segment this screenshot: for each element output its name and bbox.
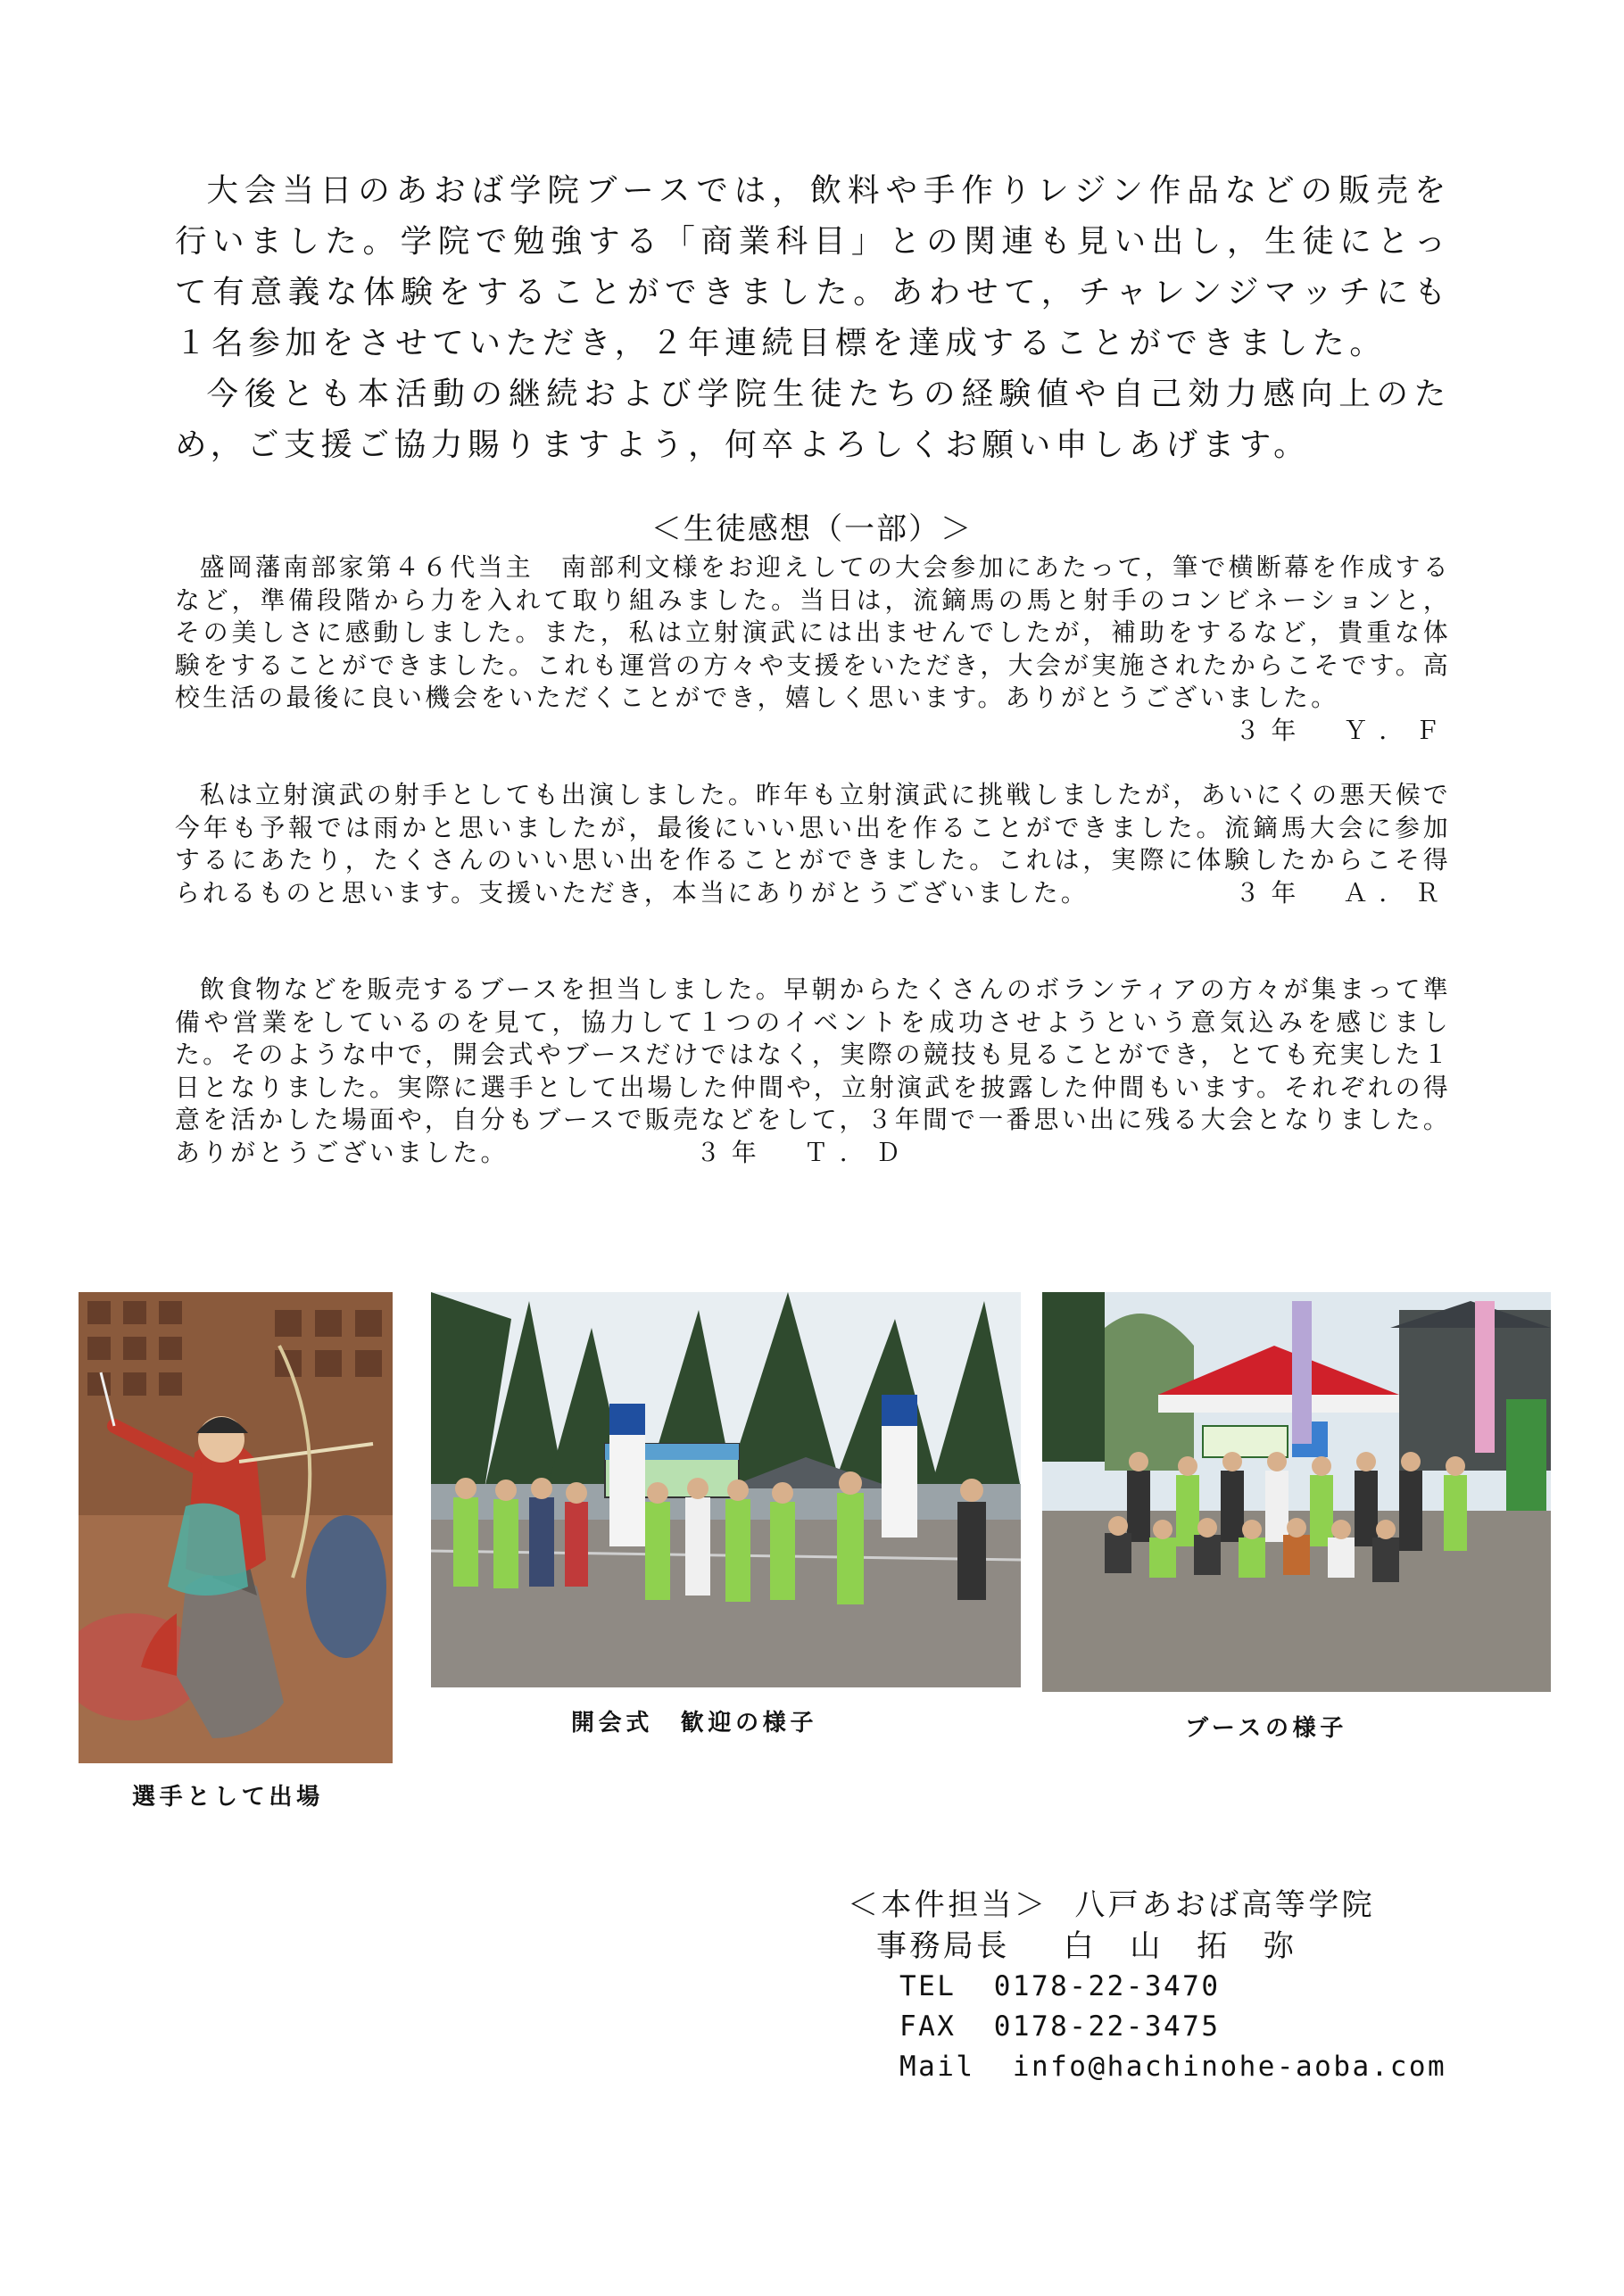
- contact-label: ＜本件担当＞: [848, 1887, 1048, 1923]
- comment-text: 盛岡藩南部家第４６代当主 南部利文様をお迎えしての大会参加にあたって，筆で横断幕を作成するなど，準備段階から力を入れて取り組みました。当日は，流鏑馬の馬と射手のコンビネーションと，その美しさに感動しました。また，私は立射演武には出ませんでしたが，補助をするなど，貴重な体験をすることができました。これも運営の方々や支援をいただき，大会が実施されたからこそです。高校生活の最後に良い機会をいただくことができ，嬉しく思います。ありがとうございました。: [175, 552, 1451, 712]
- photo-caption-archer: 選手として出場: [132, 1784, 324, 1811]
- comment-signature: ３年 Ｔ．Ｄ: [695, 1137, 912, 1167]
- photo-booth: [1042, 1292, 1551, 1692]
- fax-number: 0178-22-3475: [993, 2010, 1221, 2043]
- fax-label: FAX: [899, 2010, 957, 2043]
- contact-block: [848, 1885, 1446, 2087]
- intro-paragraph-1: 大会当日のあおば学院ブースでは，飲料や手作りレジン作品などの販売を行いました。学院で勉強する「商業科目」との関連も見い出し，生徒にとって有意義な体験をすることができました。あわせて，チャレンジマッチにも１名参加をさせていただき，２年連続目標を達成することができました。: [175, 172, 1451, 361]
- contact-title: 事務局長: [876, 1928, 1010, 1964]
- tel-number: 0178-22-3470: [993, 1970, 1221, 2002]
- photo-caption-booth: ブースの様子: [1185, 1715, 1348, 1742]
- photo-opening-ceremony: [431, 1292, 1021, 1687]
- student-comment-3: [175, 974, 1451, 1169]
- archer-illustration: [79, 1292, 393, 1763]
- comment-signature: ３年 Ｙ．Ｆ: [1235, 715, 1451, 745]
- comment-text: 私は立射演武の射手としても出演しました。昨年も立射演武に挑戦しましたが，あいにくの悪天候で今年も予報では雨かと思いましたが，最後にいい思い出を作ることができました。流鏑馬大会に参加するにあたり，たくさんのいい思い出を作ることができました。これは，実際に体験したからこそ得られるものと思います。支援いただき，本当にありがとうございました。: [175, 780, 1451, 908]
- school-name: 八戸あおば高等学院: [1074, 1887, 1376, 1923]
- contact-name: 白 山 拓 弥: [1063, 1928, 1297, 1964]
- intro-text: [175, 165, 1451, 470]
- booth-illustration: [1042, 1292, 1551, 1692]
- mail-label: Mail: [899, 2051, 975, 2083]
- student-comment-2: [175, 779, 1451, 909]
- comment-signature: ３年 Ａ．Ｒ: [1235, 877, 1451, 908]
- comment-text: 飲食物などを販売するブースを担当しました。早朝からたくさんのボランティアの方々が集まって準備や営業をしているのを見て，協力して１つのイベントを成功させようという意気込みを感じました。そのような中で，開会式やブースだけではなく，実際の競技も見ることができ，とても充実した１日となりました。実際に選手として出場した仲間や，立射演武を披露した仲間もいます。それぞれの得意を活かした場面や，自分もブースで販売などをして，３年間で一番思い出に残る大会となりました。ありがとうございました。: [175, 974, 1451, 1167]
- ceremony-illustration: [431, 1292, 1021, 1687]
- photo-caption-ceremony: 開会式 歓迎の様子: [571, 1710, 818, 1737]
- section-title: ＜生徒感想（一部）＞: [650, 511, 974, 547]
- mail-address: info@hachinohe-aoba.com: [1012, 2051, 1447, 2083]
- student-comment-1: [175, 551, 1451, 747]
- intro-paragraph-2: 今後とも本活動の継続および学院生徒たちの経験値や自己効力感向上のため，ご支援ご協力賜りますよう，何卒よろしくお願い申しあげます。: [175, 376, 1451, 463]
- photo-archer: [79, 1292, 393, 1763]
- tel-label: TEL: [899, 1970, 957, 2002]
